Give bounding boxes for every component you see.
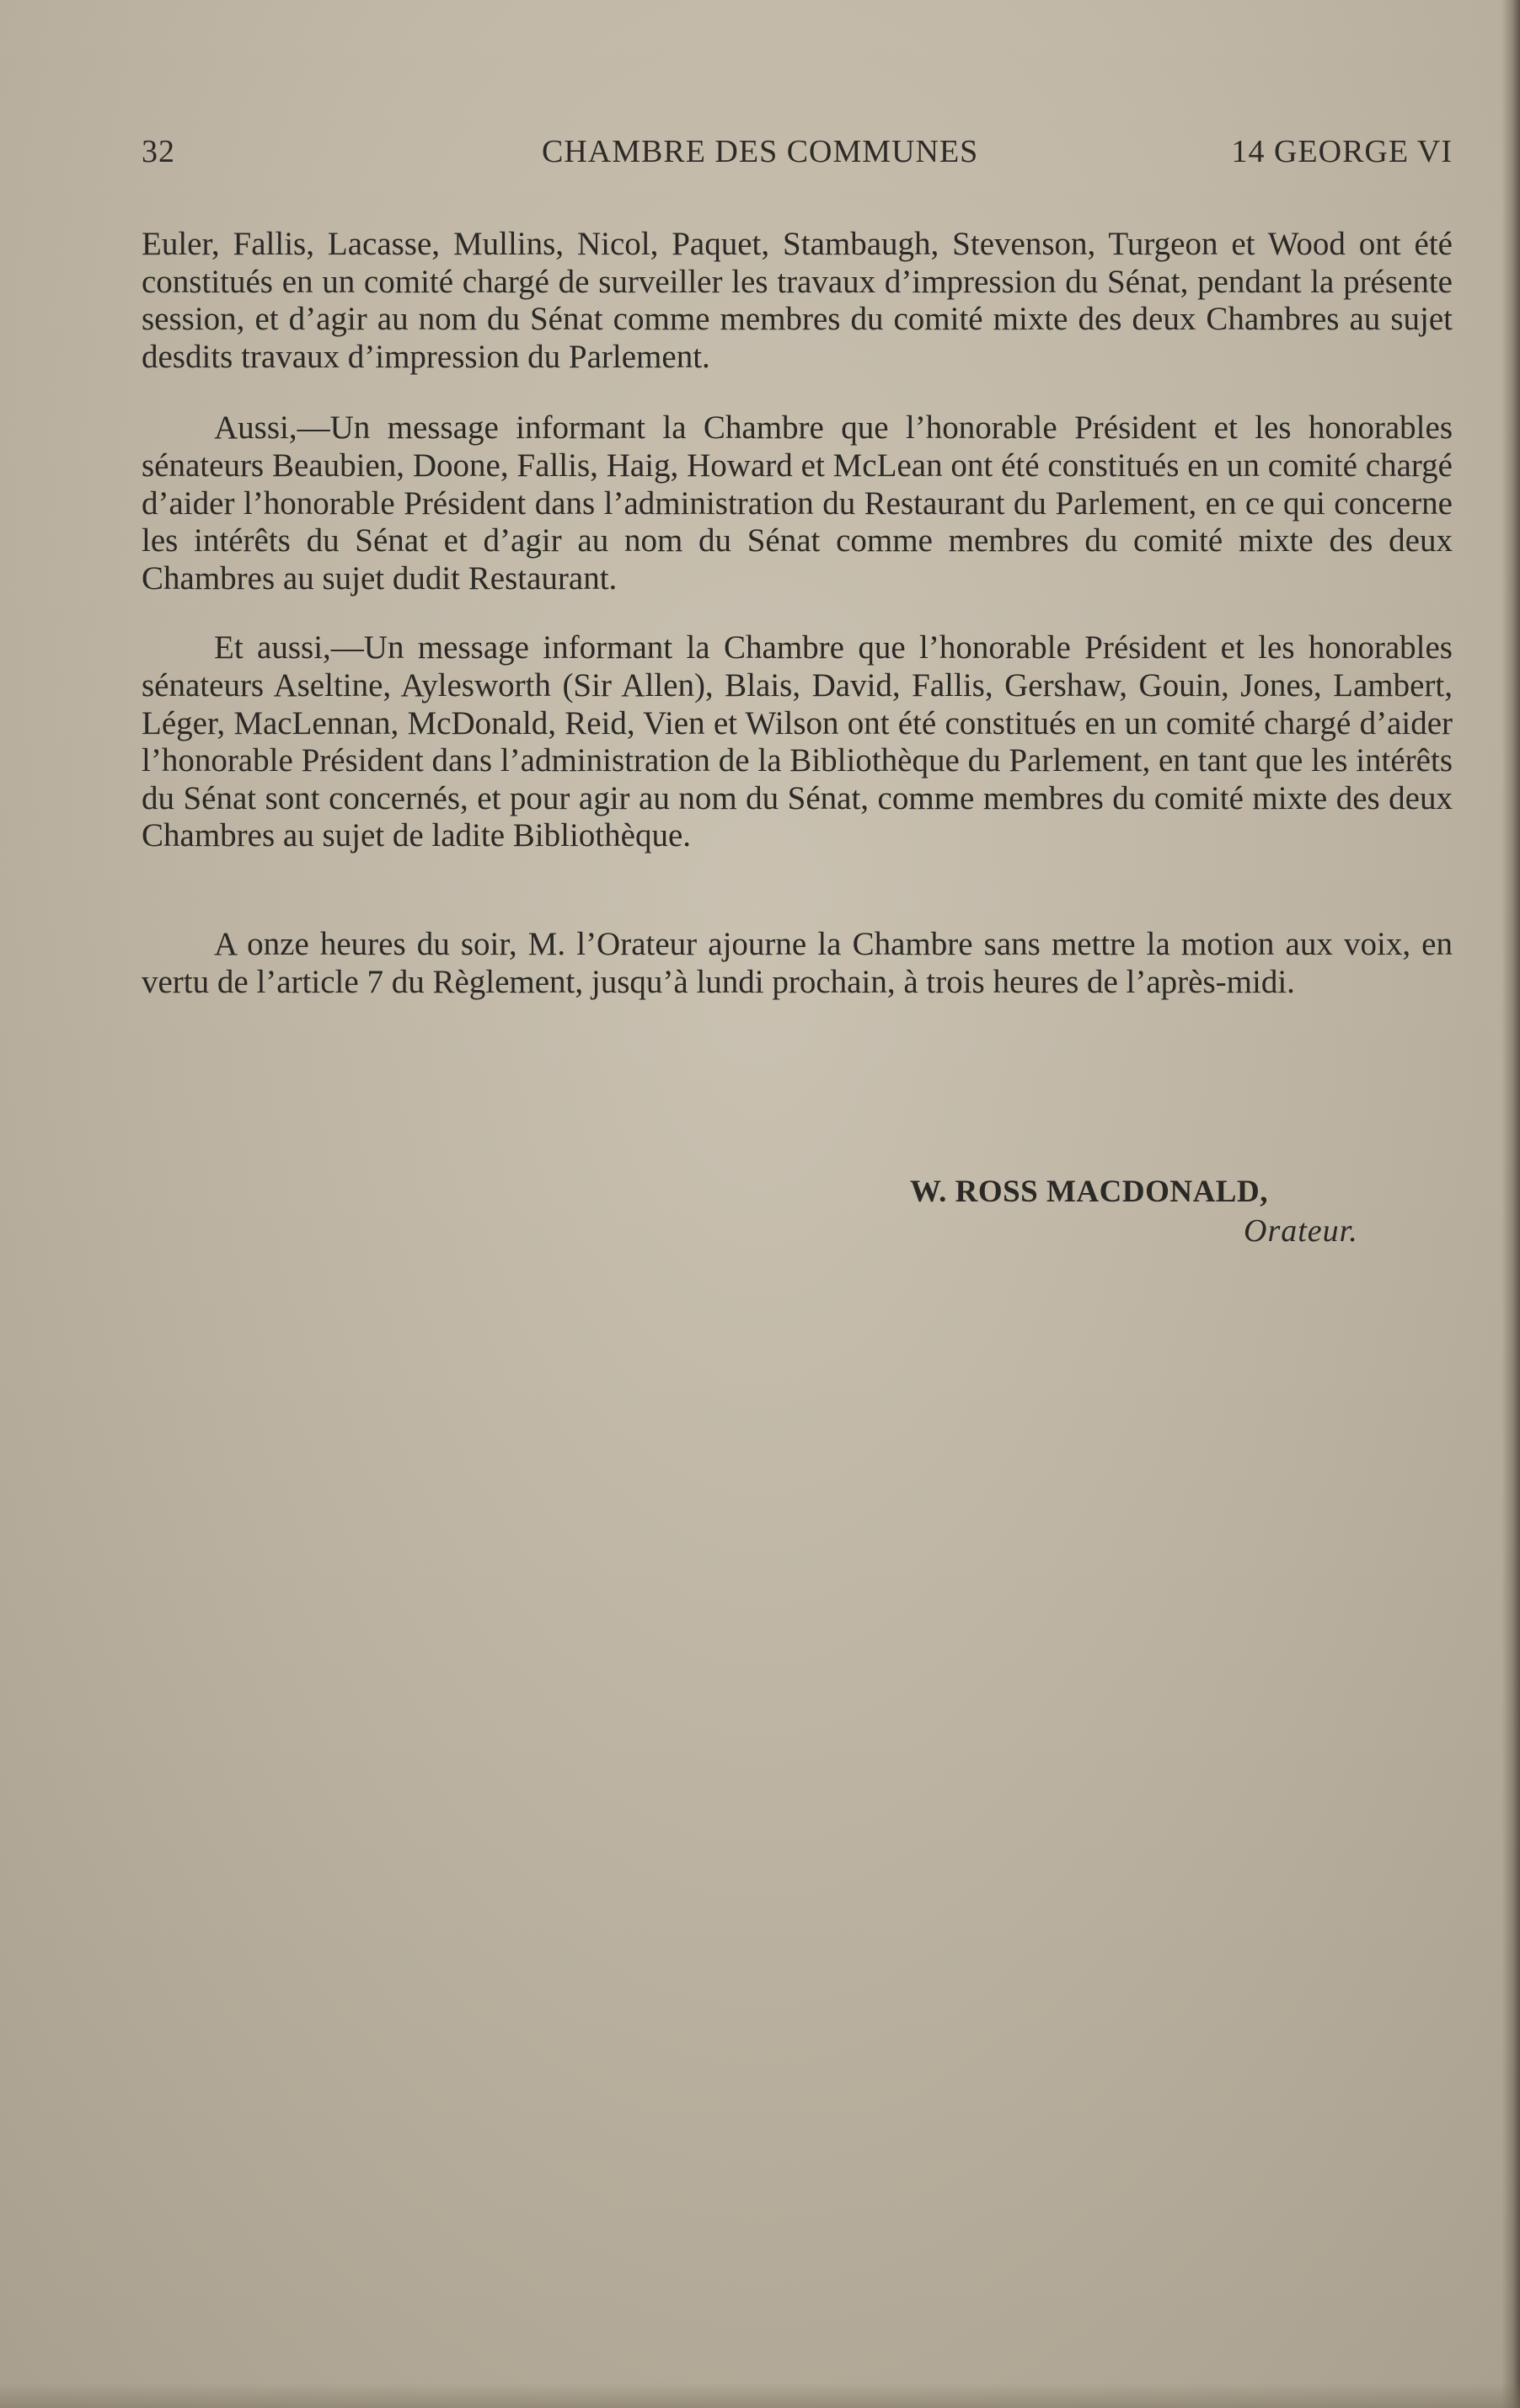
paragraph-printing-committee: Euler, Fallis, Lacasse, Mullins, Nicol, Paquet, Stambaugh, Stevenson, Turgeon et Wood ont été constitués en un comité chargé de surveiller les travaux d’impression du Sénat, pendant la présente session, et d’agir au nom du Sénat comme membres du comité mixte des deux Chambres au sujet desdits travaux d’impression du Parlement. (142, 226, 1453, 375)
body-text (142, 226, 1453, 1001)
page-bottom-shadow (0, 2383, 1520, 2408)
page-edge-shadow (1501, 0, 1520, 2408)
paragraph-restaurant-committee: Aussi,—Un message informant la Chambre que l’honorable Président et les honorables sénateurs Beaubien, Doone, Fallis, Haig, Howard et McLean ont été constitués en un comité chargé d’aider l’honorable Président dans l’administration du Restaurant du Parlement, en ce qui concerne les intérêts du Sénat et d’agir au nom du Sénat comme membres du comité mixte des deux Chambres au sujet dudit Restaurant. (142, 409, 1453, 597)
paragraph-adjournment: A onze heures du soir, M. l’Orateur ajourne la Chambre sans mettre la motion aux voix, en vertu de l’article 7 du Règlement, jusqu’à lundi prochain, à trois heures de l’après-midi. (142, 925, 1453, 1000)
signatory-role: Orateur. (1244, 1213, 1358, 1249)
signatory-name: W. ROSS MACDONALD, (910, 1175, 1268, 1209)
regnal-year: 14 GEORGE VI (1231, 134, 1453, 169)
page-number: 32 (142, 134, 175, 169)
signature-block (910, 1173, 1382, 1250)
running-header (142, 133, 1453, 172)
paragraph-library-committee: Et aussi,—Un message informant la Chambre que l’honorable Président et les honorables sénateurs Aseltine, Aylesworth (Sir Allen), Blais, David, Fallis, Gershaw, Gouin, Jones, Lambert, Léger, MacLennan, McDonald, Reid, Vien et Wilson ont été constitués en un comité chargé d’aider l’honorable Président dans l’administration de la Bibliothèque du Parlement, en tant que les intérêts du Sénat sont concernés, et pour agir au nom du Sénat, comme membres du comité mixte des deux Chambres au sujet de ladite Bibliothèque. (142, 629, 1453, 854)
header-title: CHAMBRE DES COMMUNES (542, 134, 979, 169)
